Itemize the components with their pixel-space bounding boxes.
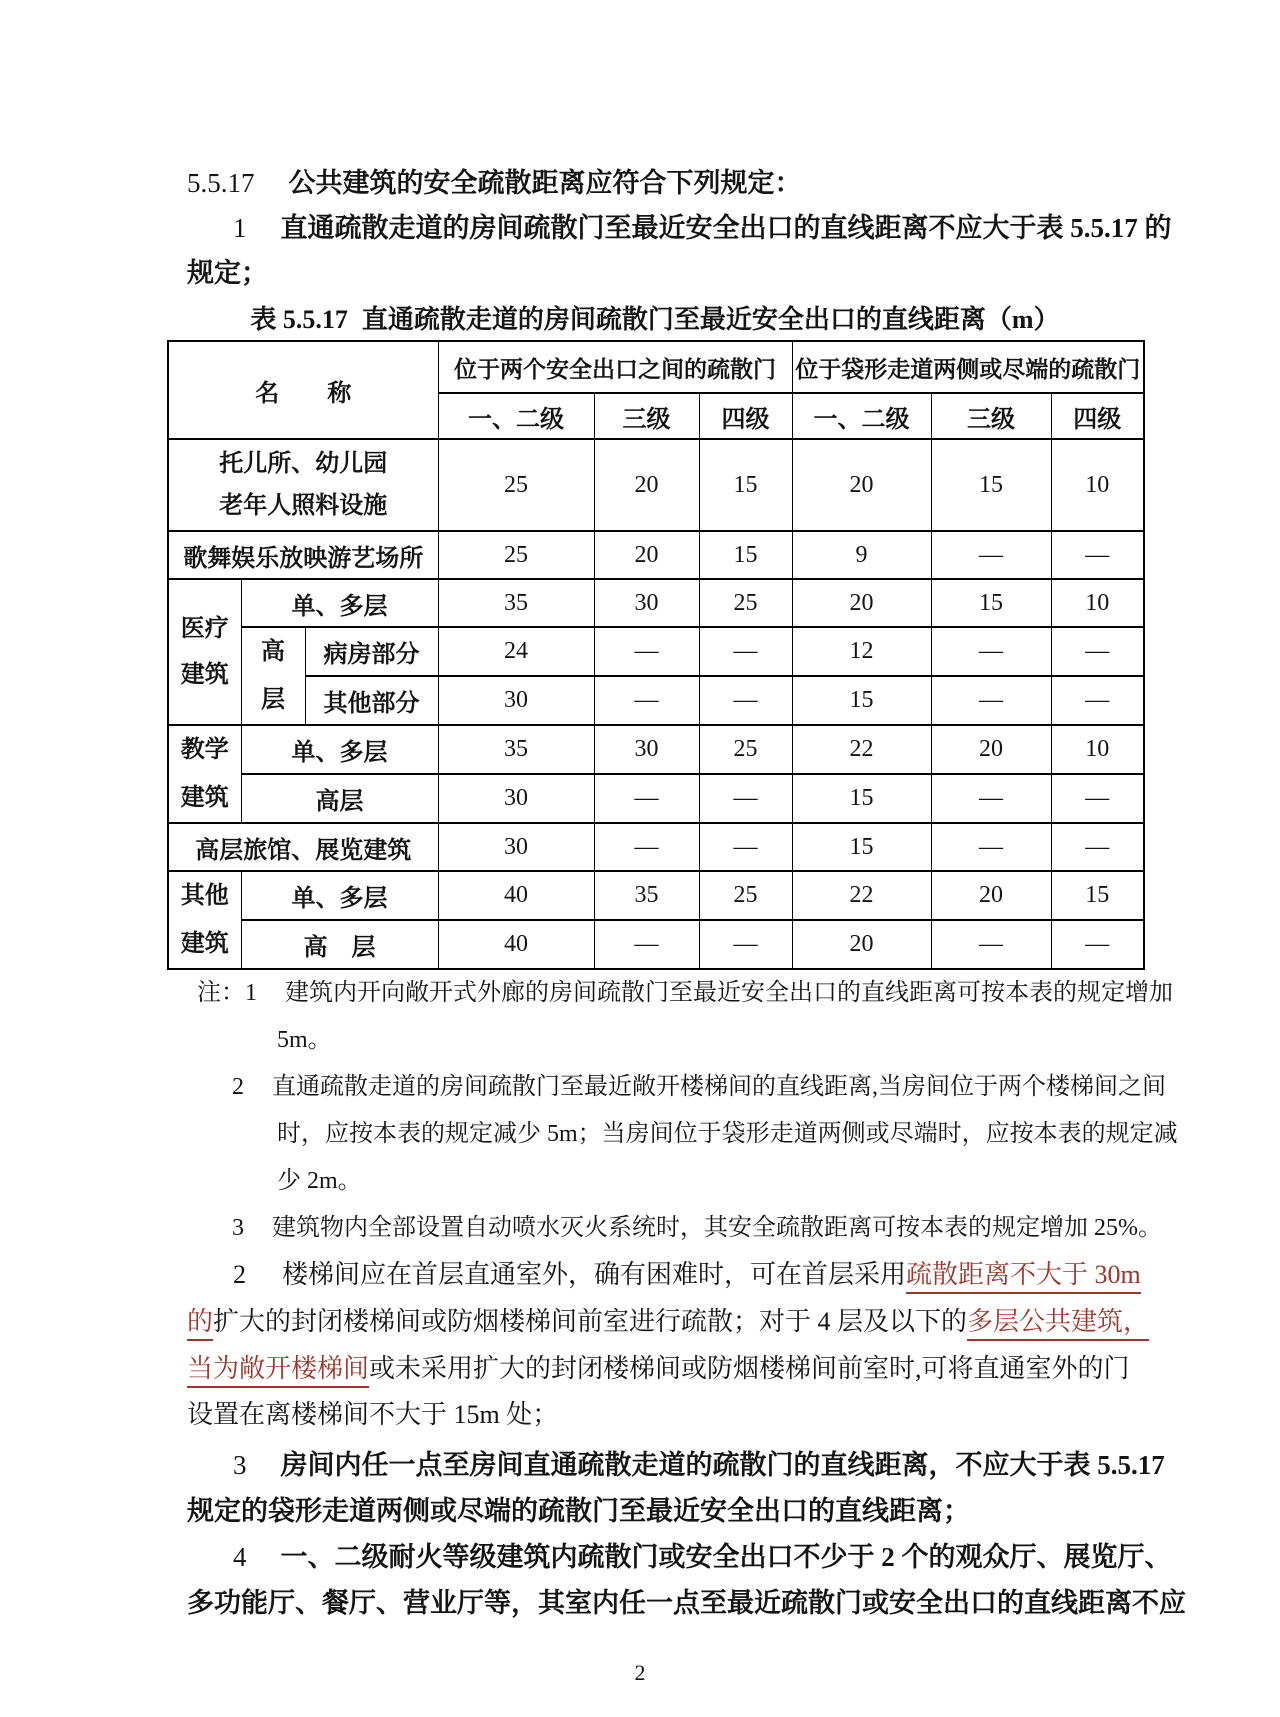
note-2-text: 直通疏散走道的房间疏散门至最近敞开楼梯间的直线距离,当房间位于两个楼梯间之间	[272, 1074, 1166, 1100]
clause-3-text-cont: 规定的袋形走道两侧或尽端的疏散门至最近安全出口的直线距离；	[187, 1496, 970, 1526]
category-line: 建筑	[180, 662, 229, 688]
table-value-cell: —	[1051, 627, 1144, 676]
table-row-nursery	[168, 439, 1144, 531]
subcategory-cell: 其他部分	[305, 676, 438, 725]
note-2-text-cont: 少 2m。	[277, 1168, 362, 1194]
row-name-cell: 高层旅馆、展览建筑	[168, 823, 438, 871]
table-value-cell: 25	[438, 531, 594, 579]
category-two-lines	[169, 726, 241, 822]
red-underline-segment: 多层公共建筑，	[967, 1307, 1149, 1341]
clause-2-line-3	[187, 1351, 1130, 1387]
table-value-cell: 25	[699, 725, 792, 774]
table-value-cell: —	[931, 531, 1051, 579]
table-value-cell: —	[699, 676, 792, 725]
table-value-cell: —	[699, 774, 792, 823]
clause-2-line-2	[187, 1304, 1149, 1340]
table-title-number: 表 5.5.17	[250, 305, 348, 334]
table-value-cell: 30	[438, 823, 594, 871]
table-value-cell: 20	[594, 439, 699, 531]
table-value-cell: 15	[792, 774, 931, 823]
table-value-cell: 22	[792, 725, 931, 774]
category-line: 医疗	[180, 616, 229, 642]
header-group-dead-end: 位于袋形走道两侧或尽端的疏散门	[792, 341, 1144, 393]
header-level-cell: 三级	[931, 393, 1051, 439]
table-value-cell: 10	[1051, 439, 1144, 531]
note-1-text-cont: 5m。	[277, 1027, 332, 1053]
subcategory-cell: 单、多层	[241, 725, 438, 774]
subcategory-cell: 高层	[241, 774, 438, 823]
row-name-cell	[168, 439, 438, 531]
table-value-cell: 40	[438, 920, 594, 969]
table-row-other-multi	[168, 871, 1144, 920]
table-row-teaching-multi	[168, 725, 1144, 774]
clause-3-text: 房间内任一点至房间直通疏散走道的疏散门的直线距离，不应大于表 5.5.17	[280, 1450, 1165, 1480]
section-heading-text: 公共建筑的安全疏散距离应符合下列规定：	[288, 168, 802, 198]
table-value-cell: 30	[594, 725, 699, 774]
category-medical-cell	[168, 579, 241, 725]
table-row-hotel-exhibition	[168, 823, 1144, 871]
table-value-cell: 40	[438, 871, 594, 920]
row-name-line: 老年人照料设施	[219, 493, 388, 519]
table-row-entertainment	[168, 531, 1144, 579]
header-name-cell: 名 称	[168, 341, 438, 439]
note-3-number: 3	[232, 1215, 244, 1241]
subcategory-cell: 单、多层	[241, 579, 438, 627]
clause-2-line-1	[233, 1257, 1141, 1293]
table-value-cell: 25	[699, 871, 792, 920]
clause-2-text: 扩大的封闭楼梯间或防烟楼梯间前室进行疏散；对于 4 层及以下的	[213, 1307, 968, 1336]
table-value-cell: —	[931, 676, 1051, 725]
clause-2-number: 2	[233, 1260, 246, 1289]
category-other-cell	[168, 871, 241, 969]
subcategory-highrise-cell	[241, 627, 305, 725]
note-2-number: 2	[232, 1074, 244, 1100]
table-row-medical-ward	[168, 627, 1144, 676]
section-number: 5.5.17	[187, 168, 255, 198]
note-1-line-2	[277, 1022, 332, 1058]
header-level-cell: 一、二级	[438, 393, 594, 439]
note-1-line-1	[197, 975, 1173, 1011]
category-two-lines	[169, 872, 241, 968]
clause-3-number: 3	[233, 1450, 247, 1480]
table-value-cell: —	[931, 627, 1051, 676]
category-two-lines	[169, 606, 241, 698]
table-5-5-17	[167, 340, 1145, 970]
table-value-cell: —	[1051, 774, 1144, 823]
header-level-cell: 四级	[699, 393, 792, 439]
header-level-cell: 一、二级	[792, 393, 931, 439]
category-line: 教学	[180, 737, 229, 763]
table-value-cell: —	[699, 920, 792, 969]
clause-4-line-1	[233, 1539, 1172, 1575]
header-group-two-exits: 位于两个安全出口之间的疏散门	[438, 341, 792, 393]
clause-2-text: 楼梯间应在首层直通室外，确有困难时，可在首层采用	[282, 1260, 907, 1289]
note-2-text-cont: 时，应按本表的规定减少 5m；当房间位于袋形走道两侧或尽端时，应按本表的规定减	[277, 1121, 1178, 1147]
clause-1-number: 1	[233, 213, 247, 243]
table-value-cell: 35	[594, 871, 699, 920]
subcategory-cell: 单、多层	[241, 871, 438, 920]
table-value-cell: —	[594, 627, 699, 676]
table-value-cell: 15	[699, 439, 792, 531]
subcategory-cell: 高 层	[241, 920, 438, 969]
table-value-cell: 15	[931, 579, 1051, 627]
header-level-cell: 四级	[1051, 393, 1144, 439]
table-value-cell: 15	[792, 676, 931, 725]
table-row-other-highrise	[168, 920, 1144, 969]
table-value-cell: 20	[931, 871, 1051, 920]
table-value-cell: 35	[438, 579, 594, 627]
notes-label: 注：	[197, 980, 245, 1006]
page-number: 2	[634, 1660, 646, 1685]
table-value-cell: —	[931, 823, 1051, 871]
clause-4-text: 一、二级耐火等级建筑内疏散门或安全出口不少于 2 个的观众厅、展览厅、	[280, 1542, 1172, 1572]
table-title-text: 直通疏散走道的房间疏散门至最近安全出口的直线距离（m）	[361, 305, 1060, 334]
highrise-line: 高	[261, 639, 285, 665]
table-value-cell: 25	[699, 579, 792, 627]
table-value-cell: 15	[1051, 871, 1144, 920]
header-level-cell: 三级	[594, 393, 699, 439]
table-value-cell: 10	[1051, 725, 1144, 774]
clause-2-line-4	[187, 1397, 558, 1433]
clause-1-text: 直通疏散走道的房间疏散门至最近安全出口的直线距离不应大于表 5.5.17 的	[280, 213, 1172, 243]
table-value-cell: —	[931, 774, 1051, 823]
table-value-cell: 10	[1051, 579, 1144, 627]
table-value-cell: —	[1051, 920, 1144, 969]
table-value-cell: —	[931, 920, 1051, 969]
table-value-cell: —	[699, 627, 792, 676]
clause-1-line-1	[233, 210, 1172, 246]
category-teaching-cell	[168, 725, 241, 823]
table-value-cell: —	[1051, 823, 1144, 871]
table-value-cell: —	[1051, 531, 1144, 579]
row-name-cell: 歌舞娱乐放映游艺场所	[168, 531, 438, 579]
category-line: 其他	[180, 883, 229, 909]
table-value-cell: 35	[438, 725, 594, 774]
table-value-cell: —	[594, 676, 699, 725]
red-underline-segment: 当为敞开楼梯间	[187, 1354, 369, 1388]
table-row-teaching-highrise	[168, 774, 1144, 823]
table-value-cell: 15	[792, 823, 931, 871]
row-name-line: 托儿所、幼儿园	[219, 451, 388, 477]
table-value-cell: 30	[438, 774, 594, 823]
subcategory-cell: 病房部分	[305, 627, 438, 676]
note-2-line-1	[232, 1069, 1166, 1105]
table-value-cell: 22	[792, 871, 931, 920]
table-value-cell: 30	[438, 676, 594, 725]
red-underline-segment: 的	[187, 1307, 213, 1341]
clause-3-line-2	[187, 1493, 970, 1529]
table-header-group-row	[168, 341, 1144, 393]
clause-4-line-2	[187, 1585, 1186, 1621]
note-2-line-3	[277, 1163, 362, 1199]
table-value-cell: —	[594, 920, 699, 969]
highrise-line: 层	[261, 687, 285, 713]
highrise-two-lines	[242, 628, 305, 724]
note-3-text: 建筑物内全部设置自动喷水灭火系统时，其安全疏散距离可按本表的规定增加 25%。	[272, 1215, 1162, 1241]
table-value-cell: 15	[931, 439, 1051, 531]
table-value-cell: 25	[438, 439, 594, 531]
category-line: 建筑	[180, 785, 229, 811]
table-value-cell: 20	[792, 920, 931, 969]
clause-1-text-cont: 规定；	[187, 258, 268, 288]
table-value-cell: —	[1051, 676, 1144, 725]
red-underline-segment: 疏散距离不大于 30m	[906, 1260, 1141, 1294]
row-name-two-lines	[169, 443, 438, 527]
section-heading	[187, 165, 802, 201]
table-value-cell: —	[594, 823, 699, 871]
note-2-line-2	[277, 1116, 1178, 1152]
table-row-medical-other	[168, 676, 1144, 725]
table-value-cell: 15	[699, 531, 792, 579]
table-value-cell: 12	[792, 627, 931, 676]
clause-4-number: 4	[233, 1542, 247, 1572]
note-1-number: 1	[245, 980, 257, 1006]
note-1-text: 建筑内开向敞开式外廊的房间疏散门至最近安全出口的直线距离可按本表的规定增加	[285, 980, 1173, 1006]
clause-2-text: 或未采用扩大的封闭楼梯间或防烟楼梯间前室时,可将直通室外的门	[369, 1354, 1130, 1383]
table-value-cell: 20	[792, 579, 931, 627]
clause-3-line-1	[233, 1447, 1165, 1483]
clause-1-line-2	[187, 255, 268, 291]
table-value-cell: —	[594, 774, 699, 823]
table-value-cell: 30	[594, 579, 699, 627]
category-line: 建筑	[180, 931, 229, 957]
table-value-cell: —	[699, 823, 792, 871]
table-value-cell: 9	[792, 531, 931, 579]
table-value-cell: 20	[792, 439, 931, 531]
table-row-medical-multi	[168, 579, 1144, 627]
clause-2-text-cont: 设置在离楼梯间不大于 15m 处；	[187, 1400, 559, 1429]
table-value-cell: 20	[931, 725, 1051, 774]
table-value-cell: 24	[438, 627, 594, 676]
table-value-cell: 20	[594, 531, 699, 579]
clause-4-text-cont: 多功能厅、餐厅、营业厅等，其室内任一点至最近疏散门或安全出口的直线距离不应	[187, 1588, 1186, 1618]
table-title	[167, 302, 1143, 338]
note-3-line-1	[232, 1210, 1162, 1246]
